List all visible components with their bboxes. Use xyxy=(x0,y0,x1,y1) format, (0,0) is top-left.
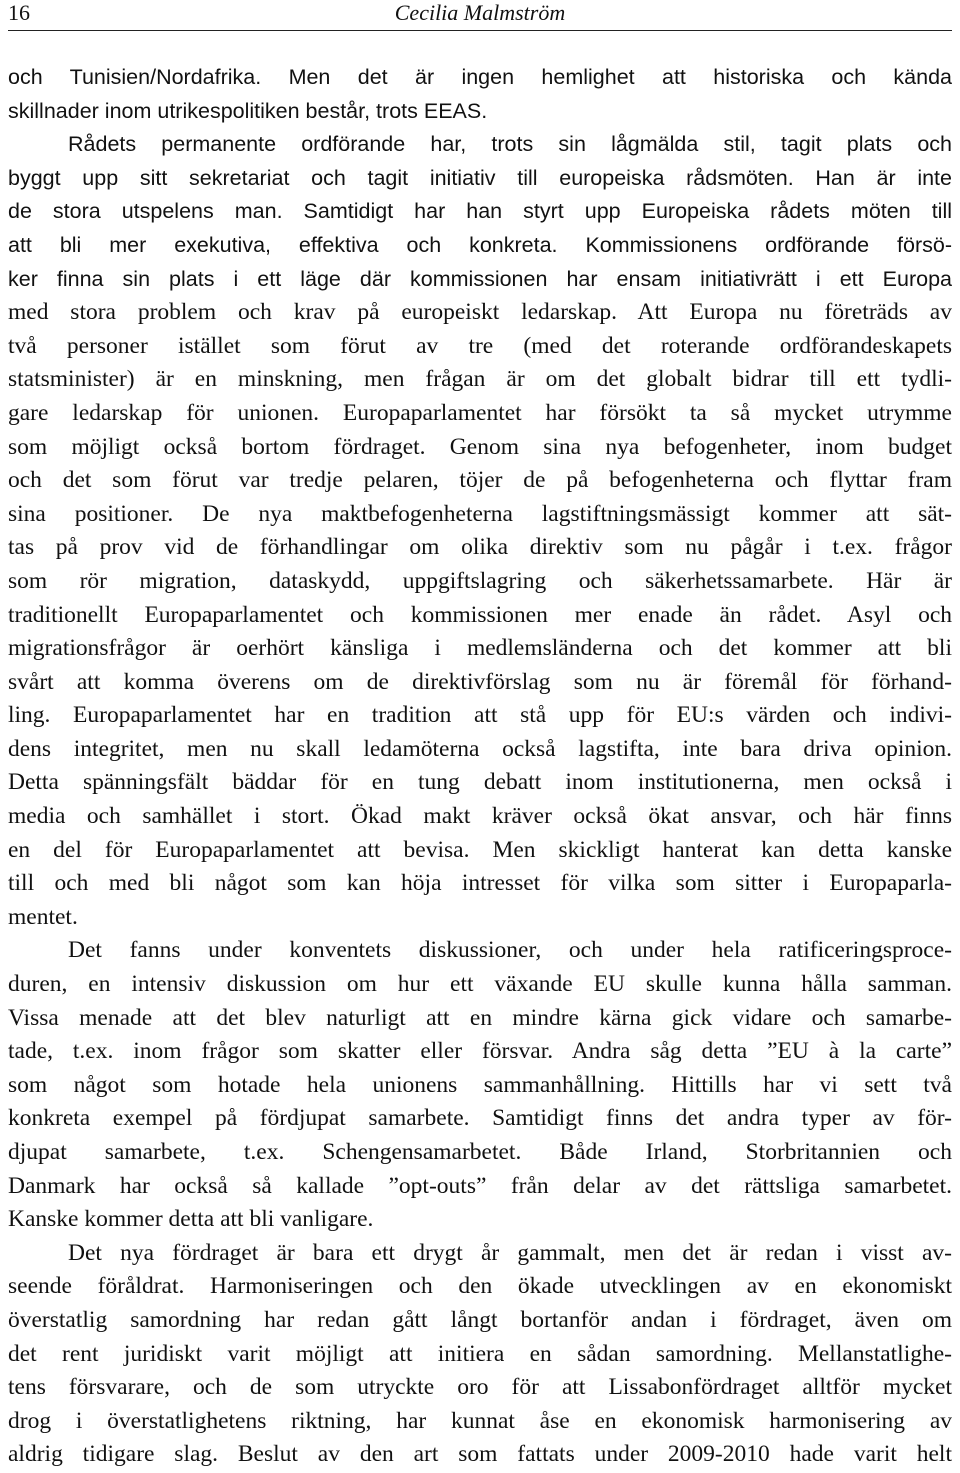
body-text xyxy=(8,61,952,1472)
text-line: tade, t.ex. inom frågor som skatter eller försvar. Andra såg detta ”EU à la carte” xyxy=(8,1038,952,1065)
text-line: sina positioner. De nya maktbefogenheterna lagstiftningsmässigt kommer att sät- xyxy=(8,500,952,527)
text-line: och det som förut var tredje pelaren, töjer de på befogenheterna och flyttar fram xyxy=(8,467,952,494)
text-line: Vissa menade att det blev naturligt att en mindre kärna gick vidare och samarbe- xyxy=(8,1004,952,1031)
text-line: överstatlig samordning har redan gått långt bortanför andan i fördraget, även om xyxy=(8,1306,952,1333)
text-line: aldrig tidigare slag. Beslut av den art som fattats under 2009-2010 hade varit helt xyxy=(8,1441,952,1468)
text-line: Kanske kommer detta att bli vanligare. xyxy=(8,1206,374,1233)
text-line: ling. Europaparlamentet har en tradition att stå upp för EU:s värden och indivi- xyxy=(8,702,952,729)
text-line: som möjligt också bortom fördraget. Genom sina nya befogenheter, inom budget xyxy=(8,433,952,460)
text-line: mentet. xyxy=(8,903,78,930)
text-line: Danmark har också så kallade ”opt-outs” från delar av det rättsliga samarbetet. xyxy=(8,1172,952,1199)
text-line: tens försvarare, och de som utryckte oro för att Lissabonfördraget alltför mycket xyxy=(8,1374,952,1401)
text-line: statsminister) är en minskning, men frågan är om det globalt bidrar till ett tydli- xyxy=(8,366,952,393)
text-line: de stora utspelens man. Samtidigt har han styrt upp Europeiska rådets möten till xyxy=(8,199,952,224)
text-line: och Tunisien/Nordafrika. Men det är ingen hemlighet att historiska och kända xyxy=(8,65,952,89)
text-line: drog i överstatlighetens riktning, har kunnat åse en ekonomisk harmonisering av xyxy=(8,1407,952,1434)
text-line: till och med bli något som kan höja intresset för vilka som sitter i Europaparla- xyxy=(8,870,952,897)
text-line: svårt att komma överens om de direktivförslag som nu är föremål för förhand- xyxy=(8,668,952,695)
text-line: en del för Europaparlamentet att bevisa. Men skickligt hanterat kan detta kanske xyxy=(8,836,952,863)
text-line: gare ledarskap för unionen. Europaparlamentet har försökt ta så mycket utrymme xyxy=(8,399,952,426)
text-line: migrationsfrågor är oerhört känsliga i medlemsländerna och det kommer att bli xyxy=(8,635,952,662)
text-line: som rör migration, dataskydd, uppgiftslagring och säkerhetssamarbete. Här är xyxy=(8,567,952,594)
text-line: seende föråldrat. Harmoniseringen och den ökade utvecklingen av en ekonomiskt xyxy=(8,1273,952,1300)
page-number: 16 xyxy=(8,0,30,25)
text-line: Det nya fördraget är bara ett drygt år gammalt, men det är redan i visst av- xyxy=(68,1239,952,1266)
text-line: att bli mer exekutiva, effektiva och konkreta. Kommissionens ordförande försö- xyxy=(8,232,952,257)
text-line: som något som hotade hela unionens sammanhållning. Hittills har vi sett två xyxy=(8,1071,952,1098)
text-line: Detta spänningsfält bäddar för en tung debatt inom institutionerna, men också i xyxy=(8,769,952,796)
text-line: traditionellt Europaparlamentet och kommissionen mer enade än rådet. Asyl och xyxy=(8,601,952,628)
page-header xyxy=(8,0,952,31)
text-line: ker finna sin plats i ett läge där kommissionen har ensam initiativrätt i ett Europa xyxy=(8,266,952,291)
running-title: Cecilia Malmström xyxy=(394,0,566,25)
text-line: djupat samarbete, t.ex. Schengensamarbetet. Både Irland, Storbritannien och xyxy=(8,1139,952,1165)
text-line: media och samhället i stort. Ökad makt kräver också ökat ansvar, och här finns xyxy=(8,803,952,830)
text-line: konkreta exempel på fördjupat samarbete. Samtidigt finns det andra typer av för- xyxy=(8,1105,952,1132)
text-line: Rådets permanente ordförande har, trots sin lågmälda stil, tagit plats och xyxy=(68,132,952,157)
text-line: Det fanns under konventets diskussioner, och under hela ratificeringsproce- xyxy=(68,937,952,964)
text-line: byggt upp sitt sekretariat och tagit initiativ till europeiska rådsmöten. Han är inte xyxy=(8,165,952,190)
text-line: två personer istället som förut av tre (med det roterande ordförandeskapets xyxy=(8,332,952,359)
text-line: duren, en intensiv diskussion om hur ett växande EU skulle kunna hålla samman. xyxy=(8,971,952,998)
text-line: skillnader inom utrikespolitiken består, trots EEAS. xyxy=(8,98,488,123)
text-line: dens integritet, men nu skall ledamöterna också lagstifta, inte bara driva opinion. xyxy=(8,735,952,762)
text-line: med stora problem och krav på europeiskt ledarskap. Att Europa nu företräds av xyxy=(8,299,952,326)
text-line: tas på prov vid de förhandlingar om olika direktiv som nu pågår i t.ex. frågor xyxy=(8,534,952,561)
text-line: det rent juridiskt varit möjligt att initiera en sådan samordning. Mellanstatlighe- xyxy=(8,1340,952,1367)
